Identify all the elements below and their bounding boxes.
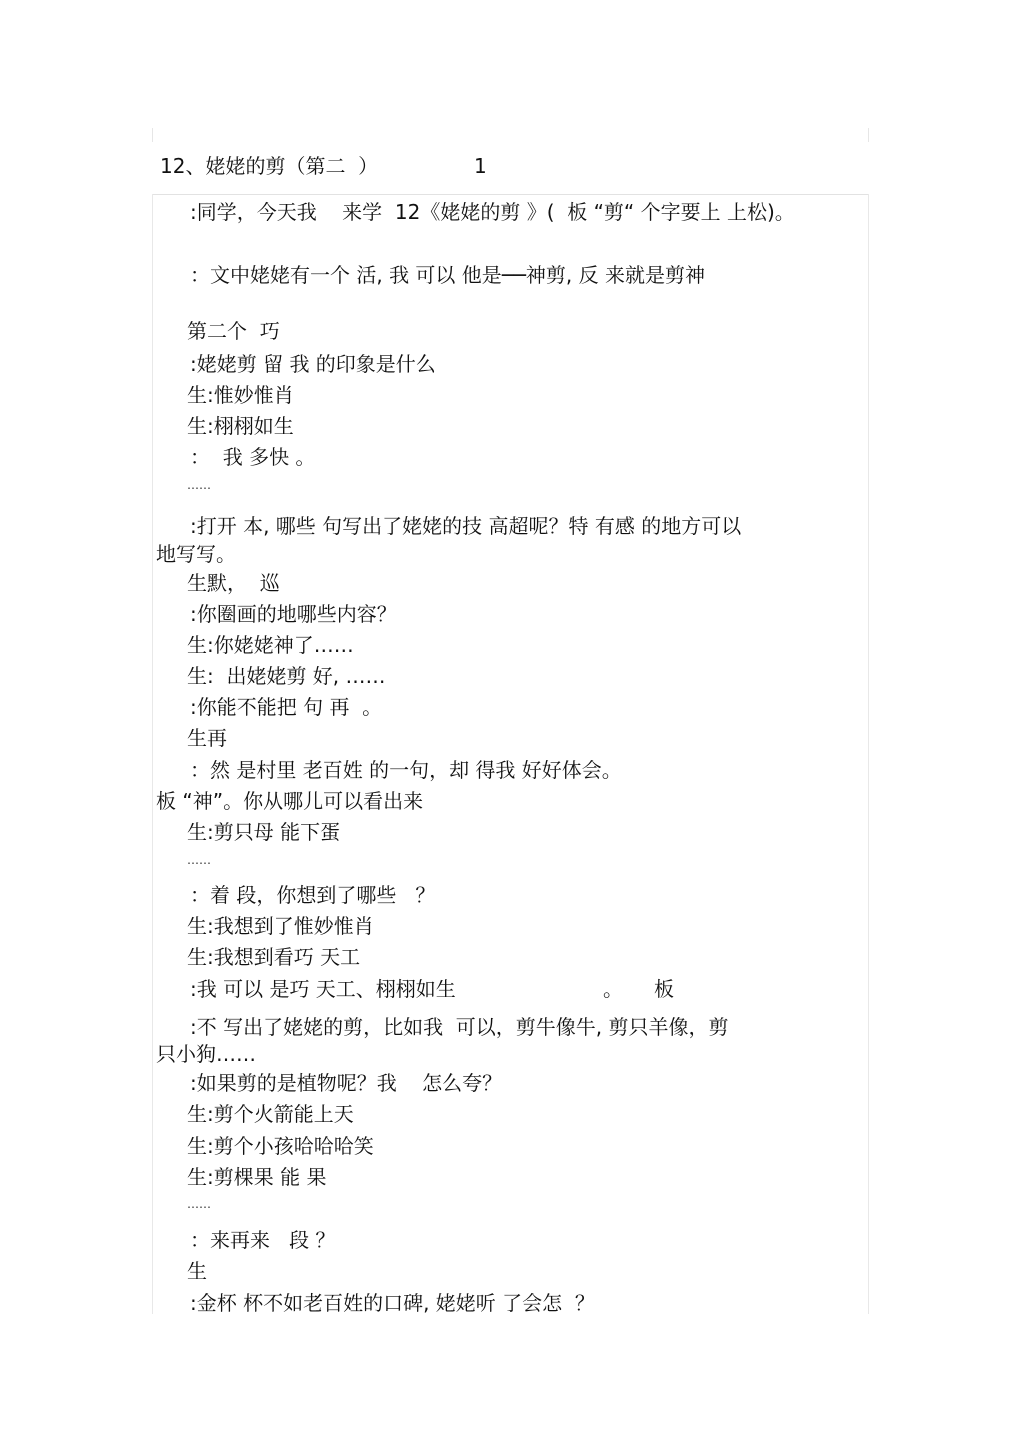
- text-line: 。: [603, 977, 623, 1001]
- frame-corner-right: [868, 128, 869, 142]
- text-line: 地写写。: [156, 542, 236, 566]
- frame-left-border: [152, 194, 153, 1314]
- text-line: 生:剪棵果 能 果: [187, 1165, 327, 1189]
- header-rule: [152, 194, 869, 195]
- text-line: 生默， 巡: [187, 571, 280, 595]
- text-line: 生:惟妙惟肖: [187, 383, 294, 407]
- text-line: 板: [654, 977, 674, 1001]
- ellipsis-line: ……: [187, 853, 211, 867]
- text-line: :不 写出了姥姥的剪，比如我 可以，剪牛像牛, 剪只羊像，剪: [190, 1015, 729, 1039]
- text-line: 只小狗……: [156, 1042, 256, 1066]
- text-line: ： 我 多快 。: [190, 445, 316, 469]
- text-line: :你能不能把 句 再 。: [190, 695, 383, 719]
- text-line: 生: 出姥姥剪 好, ……: [187, 664, 386, 688]
- text-line: :同学，今天我 来学 12《姥姥的剪 》( 板 “剪“ 个字要上 上松)。: [190, 200, 795, 224]
- text-line: 生:栩栩如生: [187, 414, 294, 438]
- ellipsis-line: ……: [187, 478, 211, 492]
- ellipsis-line: ……: [187, 1197, 211, 1211]
- text-line: 生再: [187, 726, 227, 750]
- text-line: 生:剪个小孩哈哈哈笑: [187, 1134, 374, 1158]
- page-title: 12、姥姥的剪（第二 ）: [160, 154, 379, 178]
- text-line: 生: [187, 1259, 207, 1283]
- text-line: :打开 本, 哪些 句写出了姥姥的技 高超呢？特 有感 的地方可以: [190, 514, 742, 538]
- text-line: 生:你姥姥神了……: [187, 633, 354, 657]
- text-line: 生:剪只母 能下蛋: [187, 820, 341, 844]
- frame-corner-left: [152, 128, 153, 142]
- text-line: :我 可以 是巧 天工、栩栩如生: [190, 977, 456, 1001]
- text-line: 生:我想到了惟妙惟肖: [187, 914, 374, 938]
- text-line: 生:剪个火箭能上天: [187, 1102, 354, 1126]
- text-line: ：来再来 段 ？: [190, 1228, 336, 1252]
- text-line: 第二个 巧: [187, 319, 280, 343]
- text-line: :姥姥剪 留 我 的印象是什么: [190, 352, 436, 376]
- text-line: :你圈画的地哪些内容？: [190, 602, 397, 626]
- text-line: ：着 段，你想到了哪些 ？: [190, 883, 436, 907]
- text-line: 生:我想到看巧 天工: [187, 945, 361, 969]
- text-line: 板 “神”。你从哪儿可以看出来: [156, 789, 424, 813]
- frame-right-border: [868, 194, 869, 1314]
- text-line: ：然 是村里 老百姓 的一句，却 得我 好好体会。: [190, 758, 622, 782]
- page-number: 1: [474, 154, 487, 178]
- text-line: :如果剪的是植物呢？我 怎么夸？: [190, 1071, 503, 1095]
- text-line: :金杯 杯不如老百姓的口碑, 姥姥听 了会怎 ？: [190, 1291, 595, 1315]
- text-line: ：文中姥姥有一个 活, 我 可以 他是──神剪, 反 来就是剪神: [190, 263, 705, 287]
